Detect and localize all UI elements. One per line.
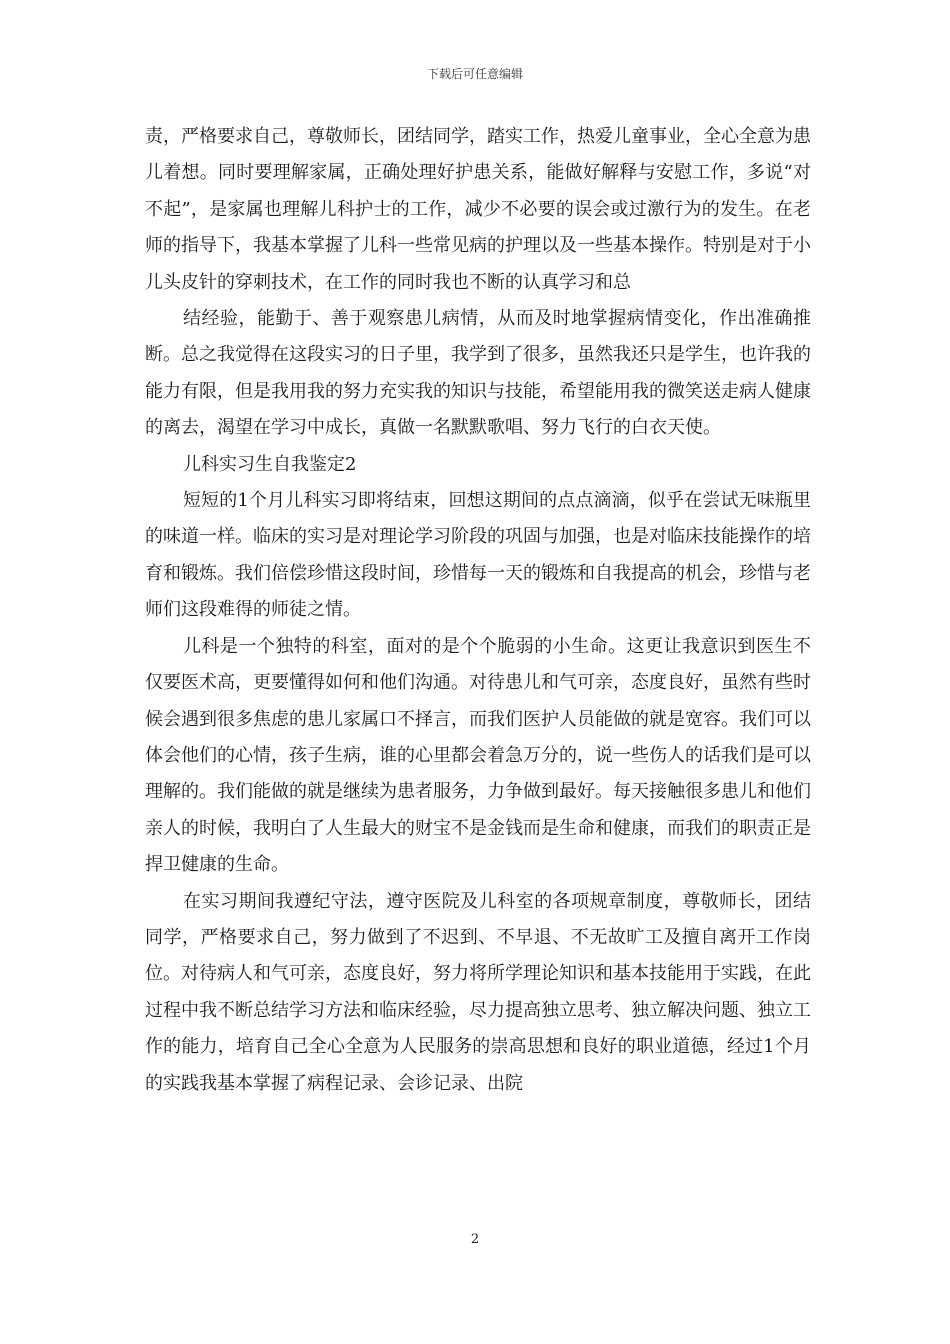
page-header: 下载后可任意编辑 — [426, 67, 523, 81]
paragraph: 结经验，能勤于、善于观察患儿病情，从而及时地掌握病情变化，作出准确推断。总之我觉得在这段实习的日子里，我学到了很多，虽然我还只是学生，也许我的能力有限，但是我用我的努力充实我的知识与技能，希望能用我的微笑送走病人健康的离去，渴望在学习中成长，真做一名默默歌唱、努力飞行的白衣天使。 — [145, 308, 811, 439]
paragraph: 儿科是一个独特的科室，面对的是个个脆弱的小生命。这更让我意识到医生不仅要医术高，更要懂得如何和他们沟通。对待患儿和气可亲，态度良好，虽然有些时候会遇到很多焦虑的患儿家属口不择言，而我们医护人员能做的就是宽容。我们可以体会他们的心情，孩子生病，谁的心里都会着急万分的，说一些伤人的话我们是可以理解的。我们能做的就是继续为患者服务，力争做到最好。每天接触很多患儿和他们亲人的时候，我明白了人生最大的财宝不是金钱而是生命和健康，而我们的职责正是捍卫健康的生命。 — [145, 635, 811, 876]
document-body — [145, 119, 811, 1102]
page-number: 2 — [470, 1232, 480, 1247]
section-title: 儿科实习生自我鉴定2 — [183, 453, 357, 475]
paragraph: 在实习期间我遵纪守法，遵守医院及儿科室的各项规章制度，尊敬师长，团结同学，严格要求自己，努力做到了不迟到、不早退、不无故旷工及擅自离开工作岗位。对待病人和气可亲，态度良好，努力将所学理论知识和基本技能用于实践，在此过程中我不断总结学习方法和临床经验，尽力提高独立思考、独立解决问题、独立工作的能力，培育自己全心全意为人民服务的崇高思想和良好的职业道德，经过1个月的实践我基本掌握了病程记录、会诊记录、出院 — [145, 890, 811, 1094]
paragraph-continued: 责，严格要求自己，尊敬师长，团结同学，踏实工作，热爱儿童事业，全心全意为患儿着想。同时要理解家属，正确处理好护患关系，能做好解释与安慰工作，多说“对不起”，是家属也理解儿科护士的工作，减少不必要的误会或过激行为的发生。在老师的指导下，我基本掌握了儿科一些常见病的护理以及一些基本操作。特别是对于小儿头皮针的穿刺技术，在工作的同时我也不断的认真学习和总 — [145, 126, 811, 293]
paragraph: 短短的1个月儿科实习即将结束，回想这期间的点点滴滴，似乎在尝试无味瓶里的味道一样。临床的实习是对理论学习阶段的巩固与加强，也是对临床技能操作的培育和锻炼。我们倍偿珍惜这段时间，珍惜每一天的锻炼和自我提高的机会，珍惜与老师们这段难得的师徒之情。 — [145, 490, 811, 621]
